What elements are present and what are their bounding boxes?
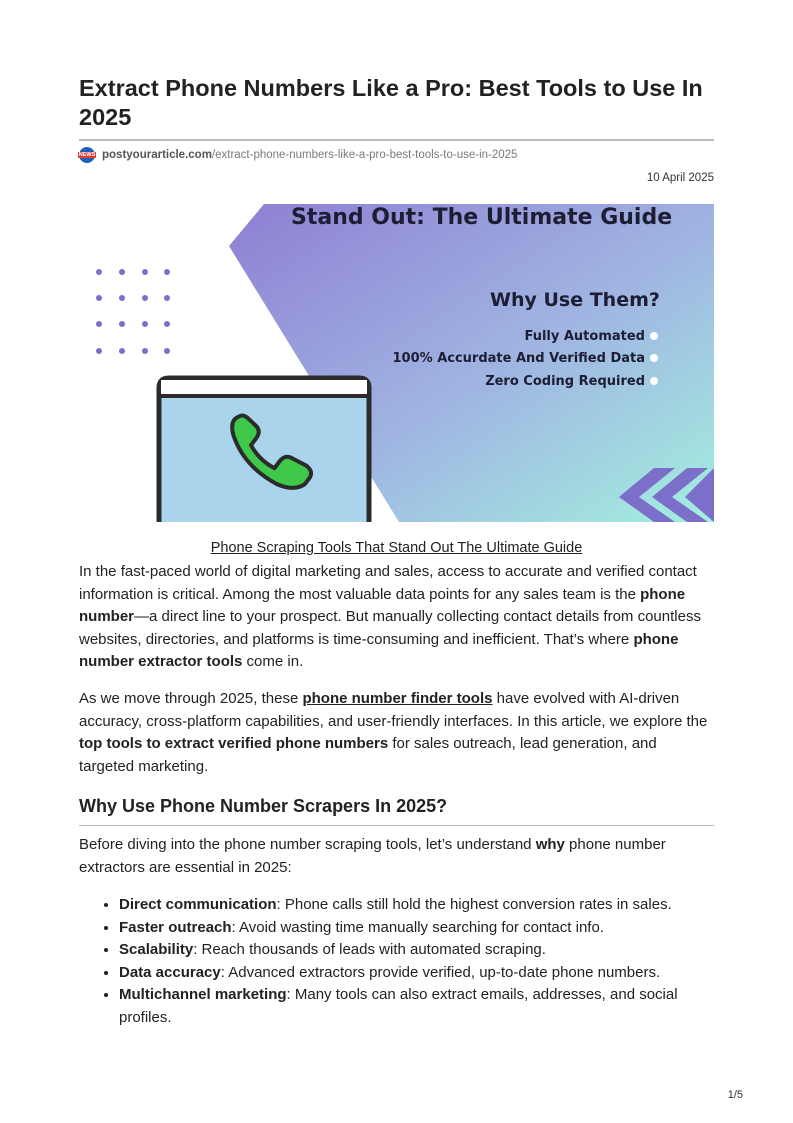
list-item [119,917,714,940]
title-divider [79,139,714,141]
hero-headline: Stand Out: The Ultimate Guide [291,205,673,230]
list-item [119,894,714,917]
intro-text: for sales outreach, lead generation, and targeted marketing. [79,735,657,775]
finder-tools-link[interactable]: phone number finder tools [302,690,493,707]
section-intro-paragraph [79,834,714,879]
section-divider [79,825,714,826]
news-favicon-icon [79,147,95,163]
publish-date: 10 April 2025 [646,172,714,184]
intro-text: have evolved with AI-driven accuracy, cross-platform capabilities, and user-friendly interfaces. In this article, we explore the [79,690,708,730]
bullet-text: : Advanced extractors provide verified, up-to-date phone numbers. [220,963,661,981]
intro-text: As we move through 2025, these [79,690,303,707]
feature-bullet-3 [650,377,658,385]
image-caption [79,540,714,556]
list-item [119,984,714,1029]
bullet-text: : Many tools can also extract emails, addresses, and social profiles. [119,986,678,1026]
bullet-term: Data accuracy [119,963,221,981]
source-line [79,146,517,164]
bullet-term: Faster outreach [119,918,232,936]
page-number: 1/5 [727,1089,743,1101]
monitor-illustration [159,378,369,522]
list-item [119,939,714,962]
source-path: /extract-phone-numbers-like-a-pro-best-tools-to-use-in-2025 [211,149,518,161]
intro-text: In the fast-paced world of digital marketing and sales, access to accurate and verified contact information is critical. Among the most valuable data points for any sales team is the [79,563,697,603]
intro-text: —a direct line to your prospect. But manually collecting contact details from countless websites, directories, and platforms is time-consuming and inefficient. That’s where [79,608,701,648]
feature-bullet-1 [650,332,658,340]
bullet-text: : Reach thousands of leads with automated scraping. [193,941,546,958]
list-item [119,962,714,985]
bullet-text: : Avoid wasting time manually searching for contact info. [231,918,604,936]
source-domain: postyourarticle.com [102,149,212,161]
favicon-label: NEWS [78,152,96,158]
benefits-list [79,894,714,1029]
intro-text: come in. [242,653,304,670]
feature-bullet-2 [650,354,658,362]
hero-feature-3: Zero Coding Required [485,374,645,389]
why-emphasis: why [535,836,565,853]
phone-number-emphasis: phone number [79,585,686,625]
section-text: Before diving into the phone number scraping tools, let’s understand [79,836,536,853]
intro-paragraph-1 [79,561,714,674]
hero-subheading: Why Use Them? [490,289,660,311]
bullet-term: Direct communication [119,896,277,913]
image-caption-link[interactable]: Phone Scraping Tools That Stand Out The Ultimate Guide [210,540,583,556]
bullet-text: : Phone calls still hold the highest conversion rates in sales. [276,896,672,913]
extractor-tools-emphasis: phone number extractor tools [79,630,679,670]
hero-image [79,204,714,522]
top-tools-emphasis: top tools to extract verified phone numbers [79,735,389,752]
hero-feature-2: 100% Accurdate And Verified Data [392,351,645,366]
bullet-term: Multichannel marketing [119,986,287,1003]
intro-paragraph-2 [79,688,714,778]
section-heading: Why Use Phone Number Scrapers In 2025? [79,796,448,816]
section-text: phone number extractors are essential in 2025: [79,836,666,876]
bullet-term: Scalability [119,941,194,958]
source-link[interactable] [102,149,517,161]
page-title: Extract Phone Numbers Like a Pro: Best Tools to Use In 2025 [79,75,703,130]
hero-feature-1: Fully Automated [524,329,645,344]
